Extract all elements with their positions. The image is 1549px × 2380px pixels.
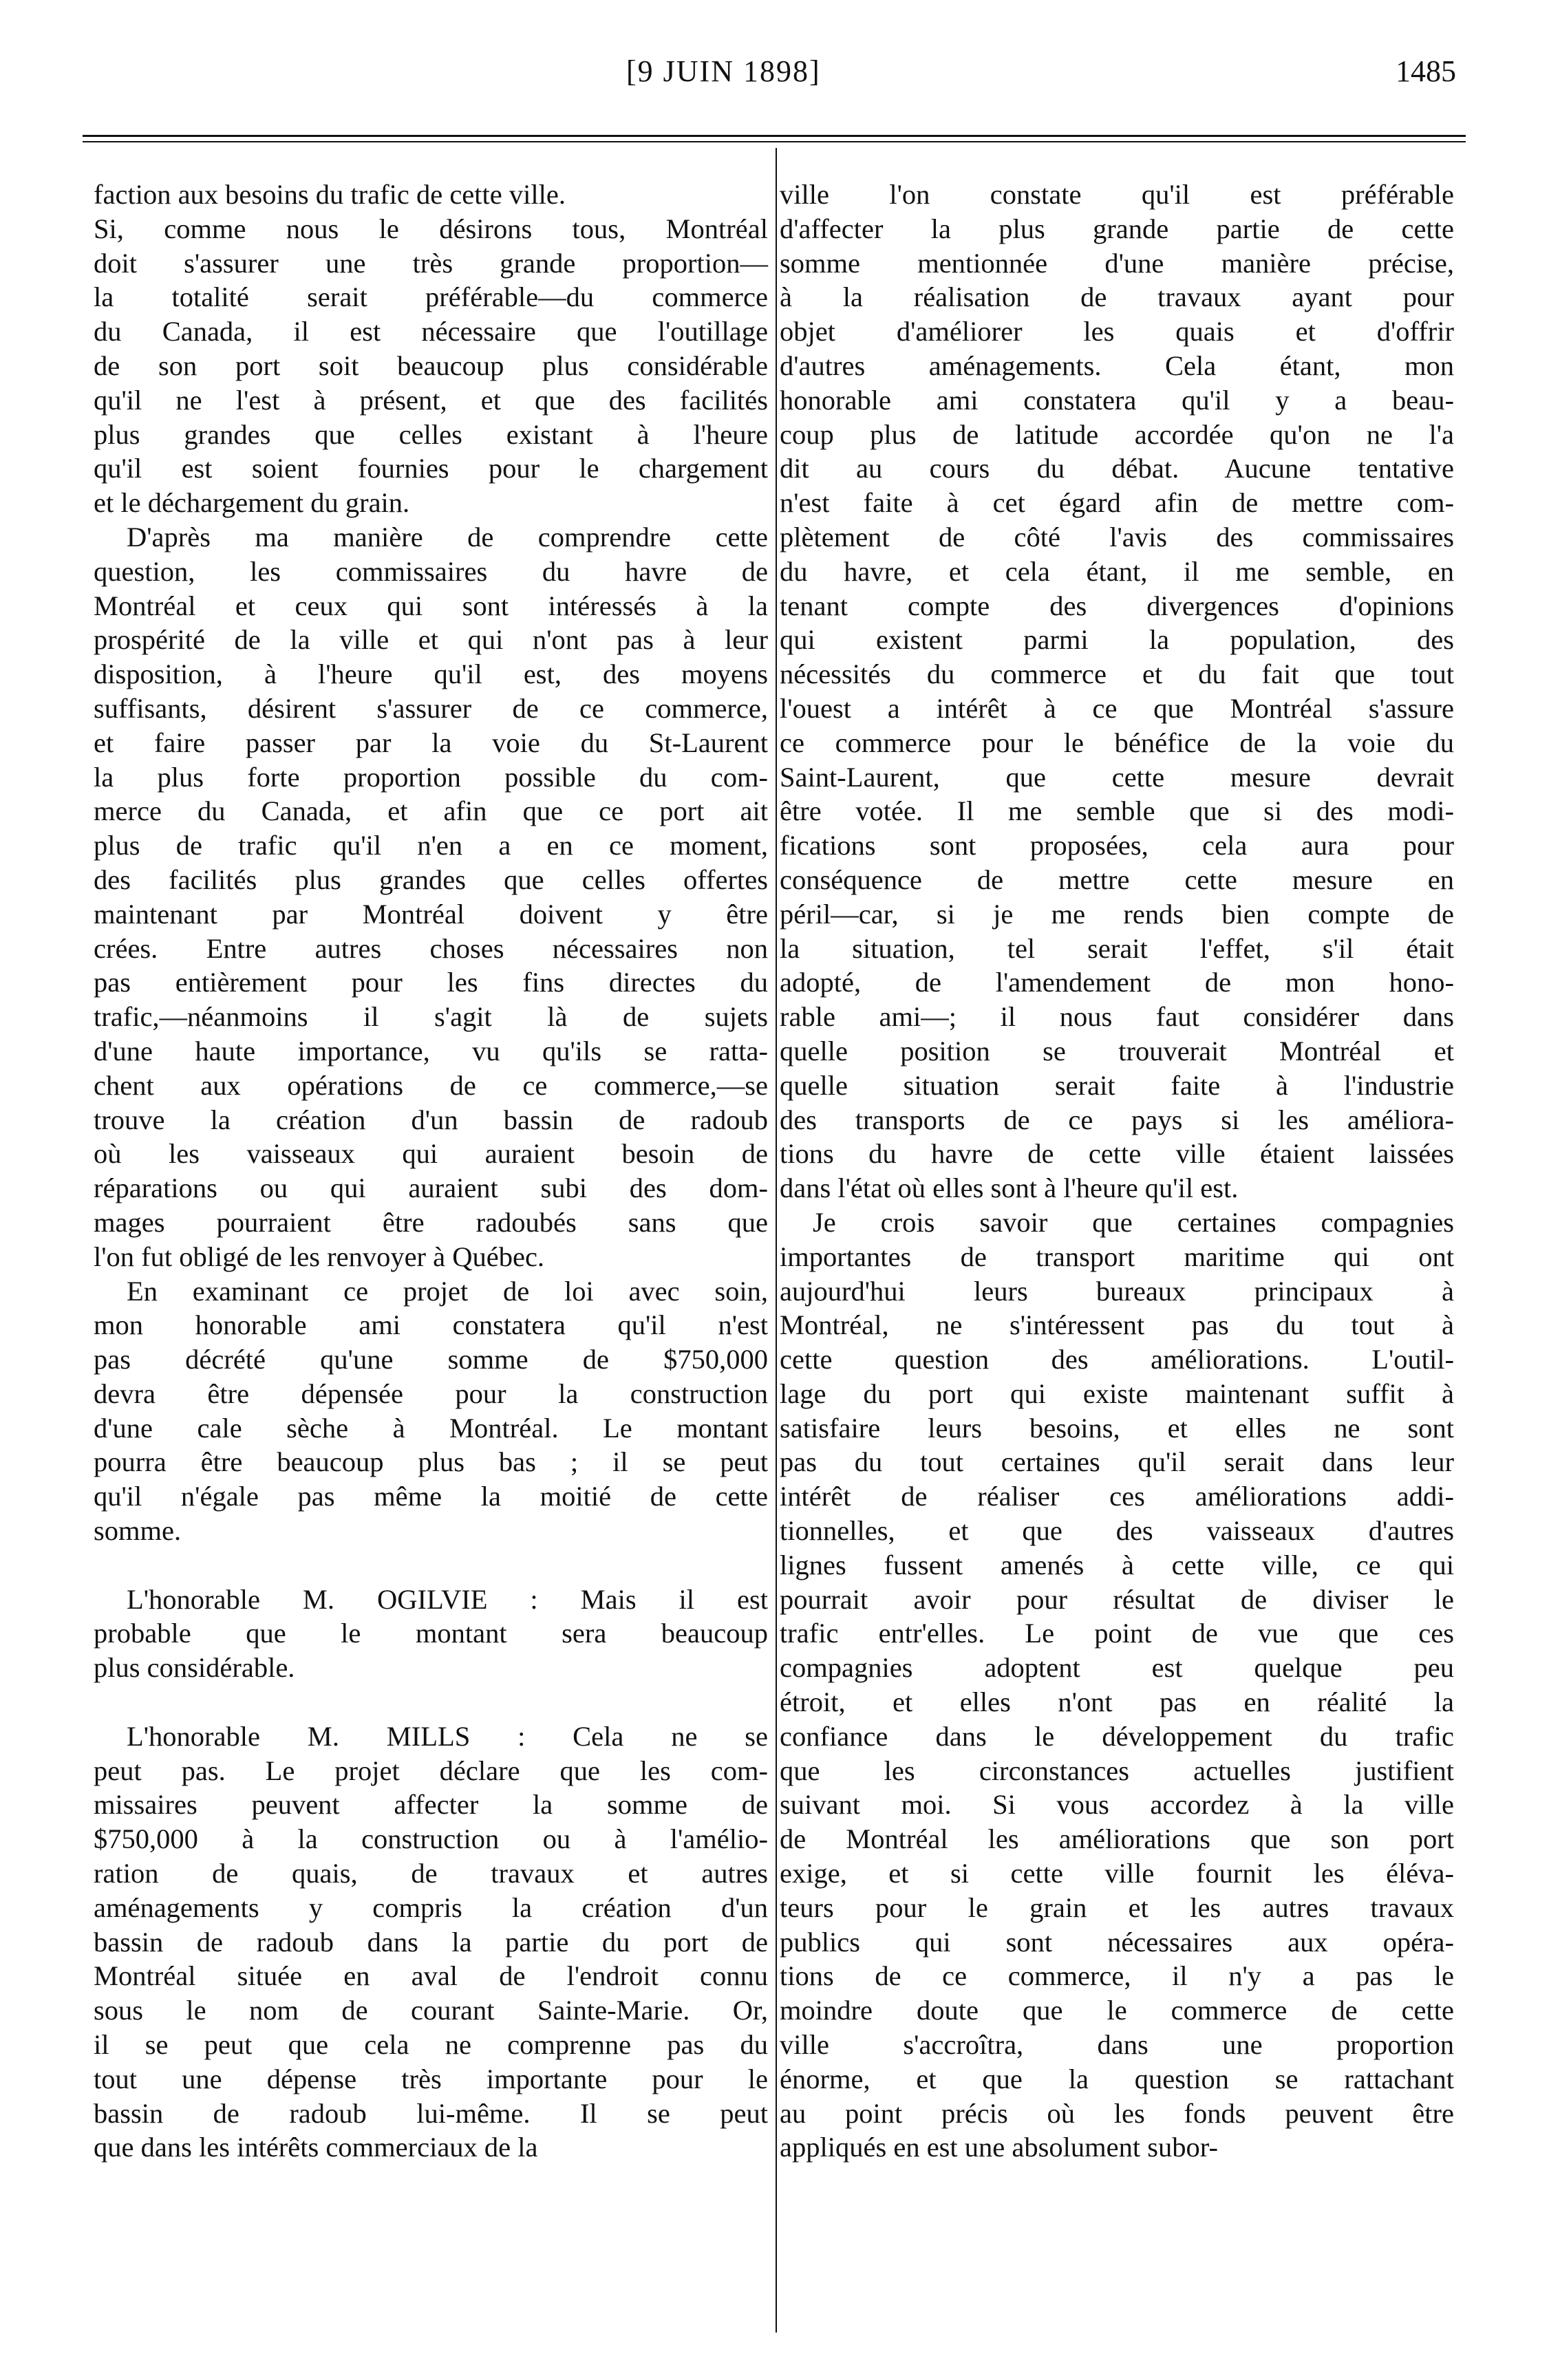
text-line: la plus forte proportion possible du com- [94, 761, 768, 793]
text-line: ville l'on constate qu'il est préférable [780, 179, 1454, 210]
text-line: plus grandes que celles existant à l'heure [94, 418, 768, 450]
text-line: trafic,—néanmoins il s'agit là de sujets [94, 1001, 768, 1033]
text-line: tions de ce commerce, il n'y a pas le [780, 1960, 1454, 1992]
text-line: confiance dans le développement du trafic [780, 1720, 1454, 1752]
text-line: sous le nom de courant Sainte-Marie. Or, [94, 1995, 768, 2026]
text-line: d'affecter la plus grande partie de cette [780, 213, 1454, 244]
text-line: énorme, et que la question se rattachant [780, 2063, 1454, 2094]
text-line: ce commerce pour le bénéfice de la voie du [780, 727, 1454, 758]
text-line: trouve la création d'un bassin de radoub [94, 1104, 768, 1135]
text-line: satisfaire leurs besoins, et elles ne sont [780, 1412, 1454, 1444]
text-line: bassin de radoub dans la partie du port de [94, 1926, 768, 1958]
text-line: lignes fussent amenés à cette ville, ce qui [780, 1549, 1454, 1580]
text-line: du havre, et cela étant, il me semble, en [780, 555, 1454, 587]
text-line: d'autres aménagements. Cela étant, mon [780, 350, 1454, 381]
text-line: qui existent parmi la population, des [780, 624, 1454, 656]
page-number: 1485 [1396, 54, 1456, 88]
text-line: plus de trafic qu'il n'en a en ce moment, [94, 830, 768, 861]
column-divider [776, 148, 777, 2333]
text-line: intérêt de réaliser ces améliorations addi- [780, 1481, 1454, 1512]
text-line: Montréal, ne s'intéressent pas du tout à [780, 1309, 1454, 1341]
text-line: tenant compte des divergences d'opinions [780, 590, 1454, 621]
text-line: merce du Canada, et afin que ce port ait [94, 795, 768, 827]
text-line: mages pourraient être radoubés sans que [94, 1206, 768, 1238]
text-line: au point précis où les fonds peuvent être [780, 2097, 1454, 2129]
header-rule-top [83, 135, 1466, 137]
text-line: rable ami—; il nous faut considérer dans [780, 1001, 1454, 1033]
text-line: suffisants, désirent s'assurer de ce commerce, [94, 692, 768, 724]
text-line: tions du havre de cette ville étaient laissées [780, 1138, 1454, 1170]
text-line: qu'il ne l'est à présent, et que des facilités [94, 384, 768, 416]
text-line: compagnies adoptent est quelque peu [780, 1652, 1454, 1684]
text-line: trafic entr'elles. Le point de vue que ces [780, 1618, 1454, 1649]
text-line: appliqués en est une absolument subor- [780, 2132, 1218, 2163]
text-line: plètement de côté l'avis des commissaires [780, 521, 1454, 553]
text-line: L'honorable M. OGILVIE : Mais il est [127, 1583, 768, 1615]
text-line: pas du tout certaines qu'il serait dans leur [780, 1446, 1454, 1478]
text-line: mon honorable ami constatera qu'il n'est [94, 1309, 768, 1341]
text-line: teurs pour le grain et les autres travaux [780, 1891, 1454, 1923]
text-line: quelle situation serait faite à l'industrie [780, 1069, 1454, 1101]
text-line: tout une dépense très importante pour le [94, 2063, 768, 2094]
text-line: la situation, tel serait l'effet, s'il était [780, 932, 1454, 964]
text-line: et faire passer par la voie du St-Laurent [94, 727, 768, 758]
left-column [94, 178, 768, 2165]
text-line: honorable ami constatera qu'il y a beau- [780, 384, 1454, 416]
text-line: dans l'état où elles sont à l'heure qu'il est. [780, 1172, 1239, 1204]
text-line: maintenant par Montréal doivent y être [94, 898, 768, 930]
text-line: missaires peuvent affecter la somme de [94, 1789, 768, 1821]
text-line: pas décrété qu'une somme de $750,000 [94, 1344, 768, 1375]
text-line: $750,000 à la construction ou à l'amélio- [94, 1823, 768, 1855]
text-line: lage du port qui existe maintenant suffit à [780, 1377, 1454, 1409]
text-line: de Montréal les améliorations que son port [780, 1823, 1454, 1855]
text-line: chent aux opérations de ce commerce,—se [94, 1069, 768, 1101]
text-line: que dans les intérêts commerciaux de la [94, 2132, 538, 2163]
text-line: dit au cours du débat. Aucune tentative [780, 453, 1454, 484]
text-line: du Canada, il est nécessaire que l'outillage [94, 316, 768, 347]
paragraph-gap [94, 1548, 768, 1583]
text-line: En examinant ce projet de loi avec soin, [127, 1275, 768, 1307]
text-line: adopté, de l'amendement de mon hono- [780, 967, 1454, 998]
text-line: à la réalisation de travaux ayant pour [780, 281, 1454, 313]
text-line: disposition, à l'heure qu'il est, des moyens [94, 658, 768, 690]
text-line: faction aux besoins du trafic de cette ville. [94, 179, 566, 210]
header-date: [9 JUIN 1898] [626, 54, 821, 88]
text-line: importantes de transport maritime qui ont [780, 1241, 1454, 1272]
text-line: prospérité de la ville et qui n'ont pas à leur [94, 624, 768, 656]
text-line: devra être dépensée pour la construction [94, 1377, 768, 1409]
text-line: étroit, et elles n'ont pas en réalité la [780, 1686, 1454, 1718]
text-line: doit s'assurer une très grande proportion— [94, 247, 768, 279]
page-header [0, 54, 1549, 102]
header-rule-bottom [83, 141, 1466, 142]
text-line: qu'il est soient fournies pour le chargement [94, 453, 768, 484]
text-line: de son port soit beaucoup plus considérable [94, 350, 768, 381]
text-line: n'est faite à cet égard afin de mettre com- [780, 487, 1454, 519]
text-line: qu'il n'égale pas même la moitié de cette [94, 1481, 768, 1512]
text-line: moindre doute que le commerce de cette [780, 1995, 1454, 2026]
text-line: où les vaisseaux qui auraient besoin de [94, 1138, 768, 1170]
text-line: probable que le montant sera beaucoup [94, 1618, 768, 1649]
text-line: crées. Entre autres choses nécessaires non [94, 932, 768, 964]
text-line: exige, et si cette ville fournit les éléva- [780, 1858, 1454, 1889]
text-line: publics qui sont nécessaires aux opéra- [780, 1926, 1454, 1958]
text-line: la totalité serait préférable—du commerce [94, 281, 768, 313]
text-line: somme mentionnée d'une manière précise, [780, 247, 1454, 279]
text-line: ville s'accroîtra, dans une proportion [780, 2029, 1454, 2061]
text-line: fications sont proposées, cela aura pour [780, 830, 1454, 861]
text-line: coup plus de latitude accordée qu'on ne l'a [780, 418, 1454, 450]
text-line: nécessités du commerce et du fait que tout [780, 658, 1454, 690]
text-line: L'honorable M. MILLS : Cela ne se [127, 1720, 768, 1752]
text-line: pourra être beaucoup plus bas ; il se peut [94, 1446, 768, 1478]
text-line: Je crois savoir que certaines compagnies [813, 1206, 1454, 1238]
text-line: pourrait avoir pour résultat de diviser le [780, 1583, 1454, 1615]
text-line: que les circonstances actuelles justifient [780, 1755, 1454, 1786]
text-line: suivant moi. Si vous accordez à la ville [780, 1789, 1454, 1821]
text-line: l'ouest a intérêt à ce que Montréal s'assure [780, 692, 1454, 724]
text-line: ration de quais, de travaux et autres [94, 1858, 768, 1889]
text-line: réparations ou qui auraient subi des dom- [94, 1172, 768, 1204]
text-line: l'on fut obligé de les renvoyer à Québec. [94, 1241, 545, 1272]
text-line: aujourd'hui leurs bureaux principaux à [780, 1275, 1454, 1307]
text-line: objet d'améliorer les quais et d'offrir [780, 316, 1454, 347]
paragraph-gap [94, 1685, 768, 1719]
text-line: des facilités plus grandes que celles offertes [94, 864, 768, 895]
text-line: plus considérable. [94, 1652, 295, 1684]
text-line: somme. [94, 1515, 182, 1547]
text-line: quelle position se trouverait Montréal et [780, 1035, 1454, 1066]
text-line: Montréal et ceux qui sont intéressés à la [94, 590, 768, 621]
text-line: D'après ma manière de comprendre cette [127, 521, 768, 553]
text-line: cette question des améliorations. L'outil- [780, 1344, 1454, 1375]
text-line: tionnelles, et que des vaisseaux d'autres [780, 1515, 1454, 1547]
text-line: il se peut que cela ne comprenne pas du [94, 2029, 768, 2061]
text-line: pas entièrement pour les fins directes du [94, 967, 768, 998]
right-column [780, 178, 1454, 2165]
text-line: des transports de ce pays si les améliora- [780, 1104, 1454, 1135]
text-line: d'une haute importance, vu qu'ils se ratta- [94, 1035, 768, 1066]
text-line: Si, comme nous le désirons tous, Montréal [94, 213, 768, 244]
text-line: question, les commissaires du havre de [94, 555, 768, 587]
text-line: d'une cale sèche à Montréal. Le montant [94, 1412, 768, 1444]
text-line: peut pas. Le projet déclare que les com- [94, 1755, 768, 1786]
text-line: péril—car, si je me rends bien compte de [780, 898, 1454, 930]
text-line: être votée. Il me semble que si des modi- [780, 795, 1454, 827]
text-line: Montréal située en aval de l'endroit connu [94, 1960, 768, 1992]
text-line: et le déchargement du grain. [94, 487, 410, 519]
text-line: conséquence de mettre cette mesure en [780, 864, 1454, 895]
text-line: aménagements y compris la création d'un [94, 1891, 768, 1923]
text-line: Saint-Laurent, que cette mesure devrait [780, 761, 1454, 793]
text-line: bassin de radoub lui-même. Il se peut [94, 2097, 768, 2129]
